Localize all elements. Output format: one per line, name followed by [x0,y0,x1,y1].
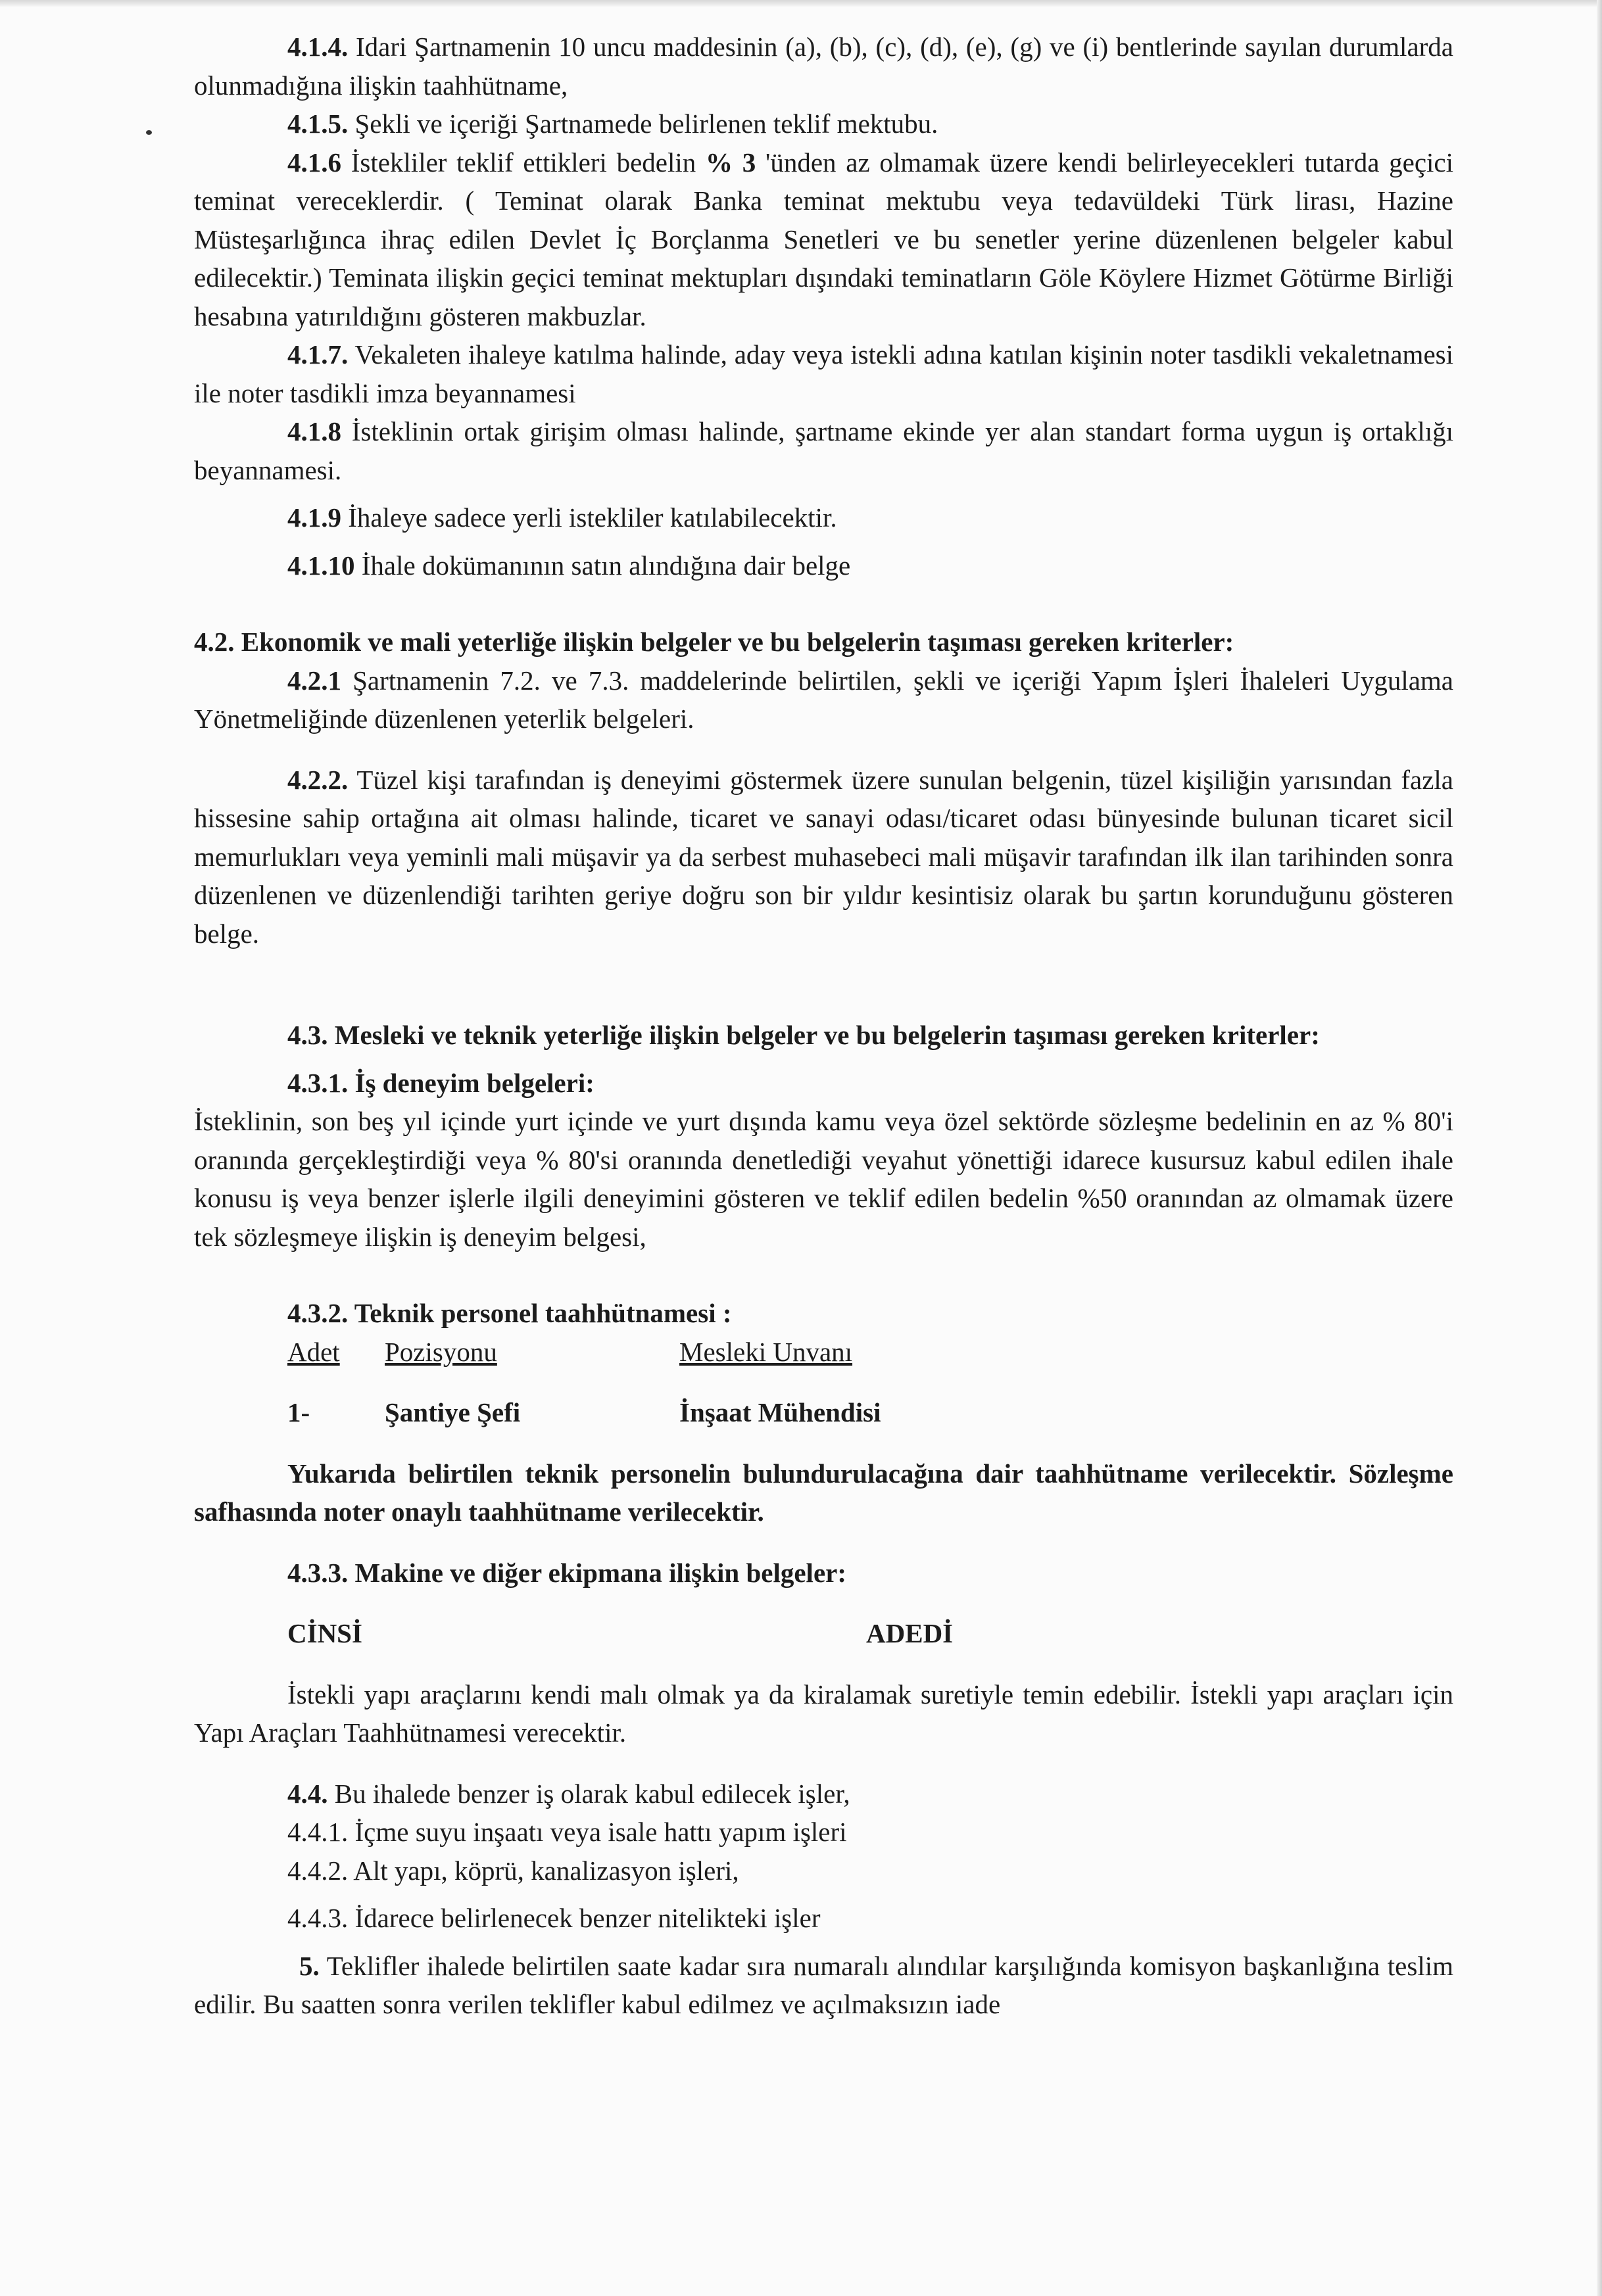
clause-4-3-1-text: İsteklinin, son beş yıl içinde yurt içinde ve yurt dışında kamu veya özel sektörde sözleşme bedelinin en az % 80'i oranında gerçekleştirdiği veya % 80'si oranında denetlediği veyahut yönettiği idarece kusursuz kabul edilen ihale konusu iş veya benzer işlerle ilgili deneyimini gösteren ve teklif edilen bedelin %50 oranından az olmamak üzere tek sözleşmeye ilişkin iş deneyim belgesi, [194,1106,1453,1252]
column-header-adet: Adet [287,1336,340,1367]
clause-4-1-7 [194,335,1453,412]
cell-mesleki-unvani: İnşaat Mühendisi [679,1397,881,1427]
clause-text: Vekaleten ihaleye katılma halinde, aday veya istekli adına katılan kişinin noter tasdikli vekaletnamesi ile noter tasdikli imza beyannamesi [194,339,1453,408]
scan-edge-right [1597,0,1602,2296]
clause-text: Idari Şartnamenin 10 uncu maddesinin (a), (b), (c), (d), (e), (g) ve (i) bentlerinde sayılan durumlarda olunmadığına ilişkin taahhütname, [194,32,1453,101]
clause-4-1-10 [194,546,1453,585]
cell-adet: 1- [287,1397,310,1427]
clause-number: 4.1.7. [287,339,349,370]
clause-text: Şekli ve içeriği Şartnamede belirlenen teklif mektubu. [348,108,938,139]
clause-5 [194,1947,1453,2024]
clause-text: İhaleye sadece yerli istekliler katılabilecektir. [341,502,837,533]
clause-text: İsteklinin ortak girişim olması halinde, şartname ekinde yer alan standart forma uygun iş ortaklığı beyannamesi. [194,416,1453,485]
clause-4-4-3: 4.4.3. İdarece belirlenecek benzer nitelikteki işler [287,1903,821,1933]
clause-number: 4.2.2. [287,764,349,795]
clause-number: 4.1.5. [287,108,349,139]
clause-text: Tüzel kişi tarafından iş deneyimi göstermek üzere sunulan belgenin, tüzel kişiliğin yarısından fazla hissesine sahip ortağına ait olması halinde, ticaret ve sanayi odası/ticaret odası bünyesinde bulunan ticaret sicil memurlukları veya yeminli mali müşavir ya da serbest muhasebeci mali müşavir tarafından ilk ilan tarihinden sonra düzenlenen ve düzenlendiği tarihten geriye doğru son bir yıldır kesintisiz olarak bu şartın korunduğunu gösteren belge. [194,764,1453,949]
clause-number: 4.1.10 [287,550,355,581]
clause-number: 4.1.4. [287,32,349,62]
clause-text: İhale dokümanının satın alındığına dair belge [354,550,851,581]
cell-pozisyonu: Şantiye Şefi [385,1397,521,1427]
clause-number: 4.1.6 [287,147,341,178]
column-header-pozisyonu: Pozisyonu [385,1336,497,1367]
personnel-table-header [194,1333,1453,1372]
personnel-table-row [194,1393,1453,1432]
clause-text: İstekliler teklif ettikleri bedelin [341,147,706,178]
section-heading-4-2: 4.2. Ekonomik ve mali yeterliğe ilişkin belgeler ve bu belgelerin taşıması gereken kriterler: [194,627,1234,657]
clause-4-1-9 [194,498,1453,537]
clause-text: Teklifler ihalede belirtilen saate kadar sıra numaralı alındılar karşılığında komisyon başkanlığına teslim edilir. Bu saatten sonra verilen teklifler kabul edilmez ve açılmaksızın iade [194,1950,1453,2019]
clause-number: 4.2.1 [287,665,341,696]
clause-text: Bu ihalede benzer iş olarak kabul edilecek işler, [328,1778,850,1809]
clause-4-1-5 [194,105,1453,143]
subsection-heading-4-3-3: 4.3.3. Makine ve diğer ekipmana ilişkin belgeler: [287,1557,846,1588]
subsection-heading-4-3-2: 4.3.2. Teknik personel taahhütnamesi : [287,1298,732,1328]
section-heading-4-3: 4.3. Mesleki ve teknik yeterliğe ilişkin belgeler ve bu belgelerin taşıması gereken kriterler: [287,1020,1320,1050]
clause-4-4 [194,1775,1453,1813]
clause-number: 4.1.9 [287,502,341,533]
column-header-adedi: ADEDİ [866,1618,954,1648]
clause-4-1-4 [194,28,1453,105]
clause-4-2-1 [194,661,1453,738]
clause-4-1-6 [194,143,1453,336]
column-header-mesleki-unvani: Mesleki Unvanı [679,1336,853,1367]
clause-number: 5. [299,1950,320,1981]
clause-4-3-3-text: İstekli yapı araçlarını kendi malı olmak ya da kiralamak suretiyle temin edebilir. İstekli yapı araçları için Yapı Araçları Taahhütnamesi verecektir. [194,1679,1453,1748]
clause-text: Şartnamenin 7.2. ve 7.3. maddelerinde belirtilen, şekli ve içeriği Yapım İşleri İhaleleri Uygulama Yönetmeliğinde düzenlenen yeterlik belgeleri. [194,665,1453,734]
column-header-cinsi: CİNSİ [287,1618,362,1648]
personnel-commitment-note: Yukarıda belirtilen teknik personelin bulundurulacağına dair taahhütname verilecektir. Sözleşme safhasında noter onaylı taahhütname verilecektir. [194,1458,1453,1527]
clause-text: 'ünden az olmamak üzere kendi belirleyecekleri tutarda geçici teminat vereceklerdir. ( Teminat olarak Banka teminat mektubu veya tedavüldeki Türk lirası, Hazine Müsteşarlığınca ihraç edilen Devlet İç Borçlanma Senetleri ve bu senetler yerine düzenlenen belgeler kabul edilecektir.) Teminata ilişkin geçici teminat mektupları dışındaki teminatların Göle Köylere Hizmet Götürme Birliği hesabına yatırıldığını gösteren makbuzlar. [194,147,1453,331]
clause-4-2-2 [194,761,1453,953]
clause-number: 4.1.8 [287,416,341,446]
scan-artifact-dot [146,130,152,135]
subsection-heading-4-3-1: 4.3.1. İş deneyim belgeleri: [287,1067,595,1098]
equipment-table-header [194,1614,1453,1653]
document-body [194,28,1453,2024]
guarantee-percent: % 3 [706,147,756,178]
clause-4-1-8 [194,412,1453,489]
clause-4-4-1: 4.4.1. İçme suyu inşaatı veya isale hattı yapım işleri [287,1817,847,1847]
scan-edge-top [0,0,1602,7]
clause-4-4-2: 4.4.2. Alt yapı, köprü, kanalizasyon işleri, [287,1855,739,1886]
clause-number: 4.4. [287,1778,328,1809]
